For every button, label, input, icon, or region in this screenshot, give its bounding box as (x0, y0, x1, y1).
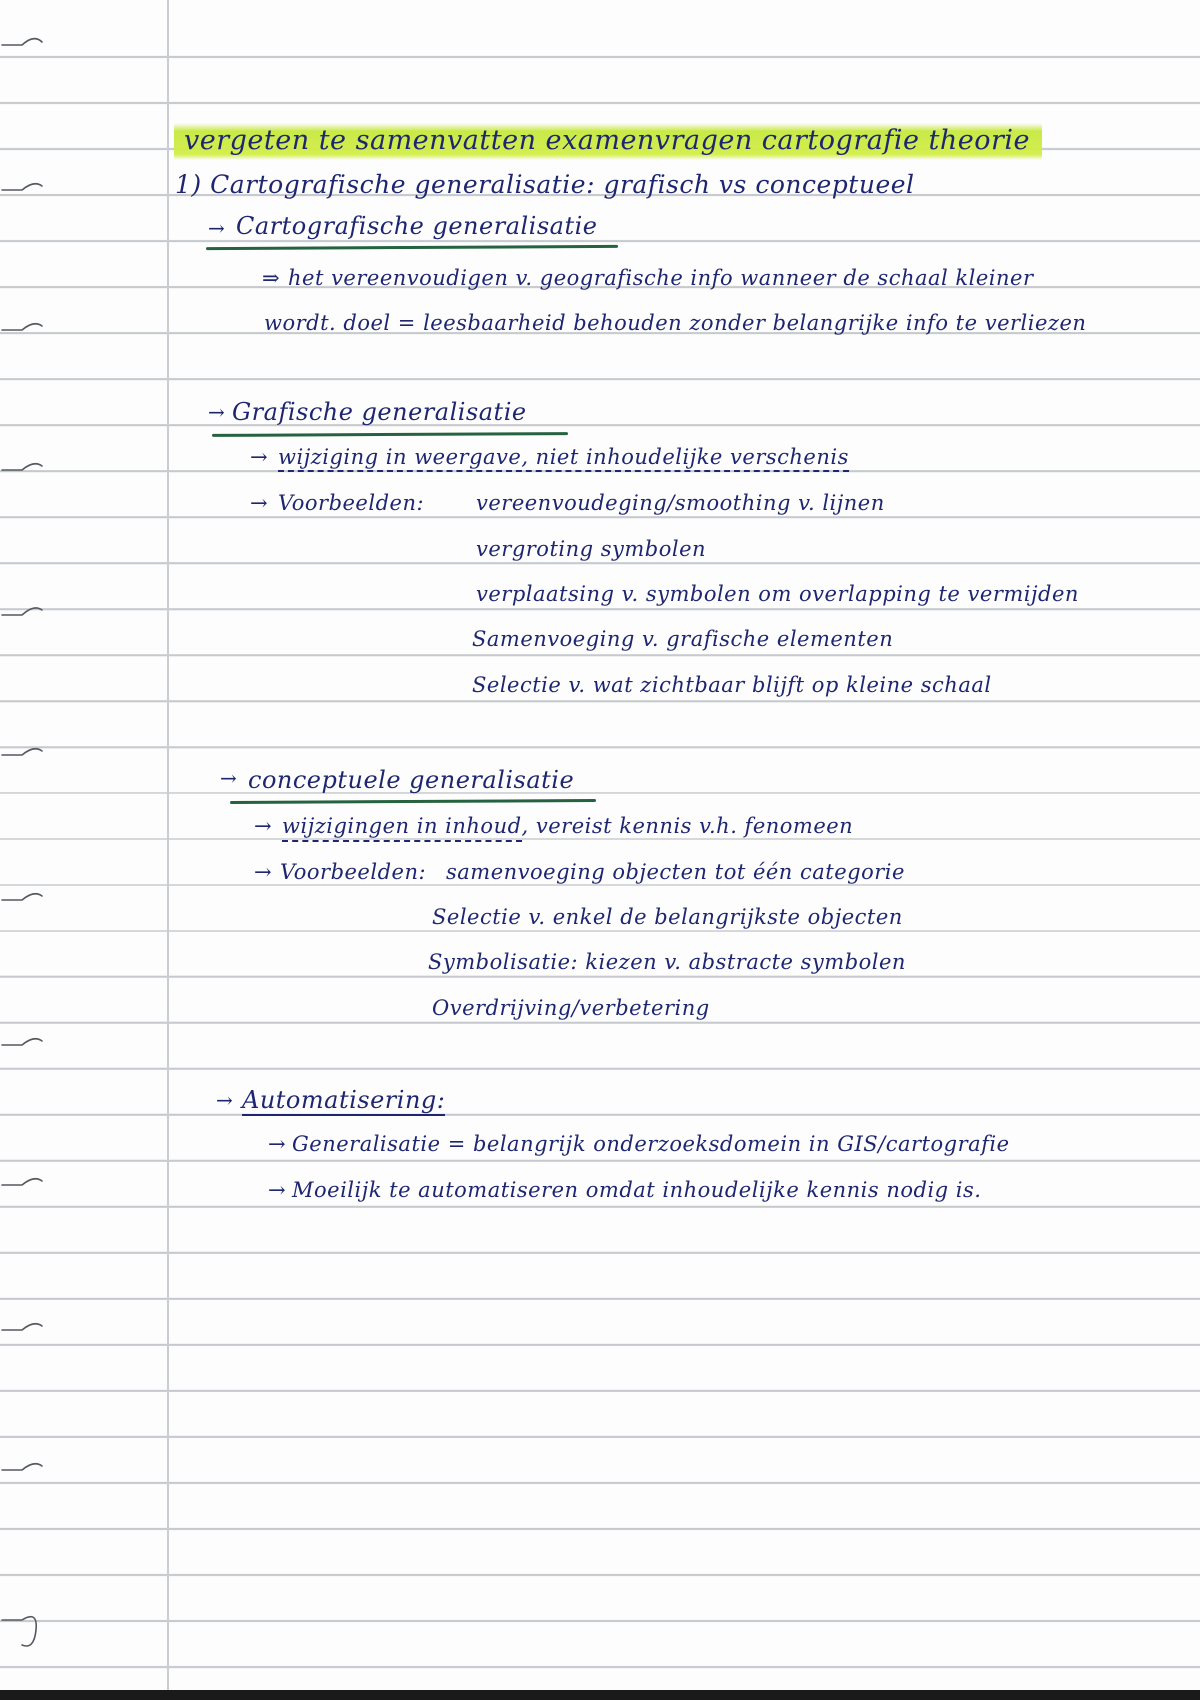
binder-holes (0, 0, 60, 1700)
arrow-icon: → (268, 1178, 287, 1202)
example-item: Selectie v. wat zichtbaar blijft op kleine schaal (472, 673, 992, 697)
section-heading-conceptuele: conceptuele generalisatie (248, 766, 575, 794)
definition-underlined: wijzigingen in inhoud (282, 814, 522, 842)
example-item: Symbolisatie: kiezen v. abstracte symbolen (428, 950, 906, 974)
automatisering-line-2: Moeilijk te automatiseren omdat inhoudelijke kennis nodig is. (292, 1178, 982, 1202)
examples-label: Voorbeelden: (280, 860, 427, 884)
arrow-icon: → (250, 491, 269, 515)
example-item: Samenvoeging v. grafische elementen (472, 627, 894, 651)
example-item: vergroting symbolen (476, 537, 707, 561)
section-arrow-icon: → (216, 1088, 234, 1112)
conceptuele-definition (282, 816, 853, 837)
page-bottom-edge (0, 1690, 1200, 1700)
definition-line-2: wordt. doel = leesbaarheid behouden zonder belangrijke info te verliezen (264, 311, 1087, 335)
definition-rest: , vereist kennis v.h. fenomeen (521, 814, 854, 838)
grafische-definition: wijziging in weergave, niet inhoudelijke verschenis (278, 447, 849, 472)
arrow-icon: → (268, 1132, 287, 1156)
arrow-icon: → (254, 860, 273, 884)
example-item: verplaatsing v. symbolen om overlapping te vermijden (476, 582, 1079, 606)
arrow-icon: → (254, 814, 273, 838)
page-title: vergeten te samenvatten examenvragen cartografie theorie (174, 123, 1042, 160)
automatisering-line-1: Generalisatie = belangrijk onderzoeksdomein in GIS/cartografie (292, 1132, 1010, 1156)
section-heading-automatisering: Automatisering: (242, 1086, 446, 1114)
section-arrow-icon: → (208, 400, 226, 424)
examples-label: Voorbeelden: (278, 491, 425, 515)
section-arrow-icon: → (220, 766, 238, 790)
heading-underline (230, 799, 596, 804)
heading-underline (212, 432, 568, 437)
double-arrow-icon: ⇒ (262, 266, 281, 290)
question-heading: 1) Cartografische generalisatie: grafisch vs conceptueel (175, 170, 915, 199)
definition-line-1: het vereenvoudigen v. geografische info wanneer de schaal kleiner (288, 266, 1034, 290)
example-item: samenvoeging objecten tot één categorie (446, 860, 905, 884)
heading-underline (206, 245, 618, 250)
arrow-icon: → (250, 445, 269, 469)
section-heading-grafische: Grafische generalisatie (232, 398, 527, 426)
margin-line (167, 0, 169, 1700)
section-arrow-icon: → (208, 216, 226, 240)
example-item: Selectie v. enkel de belangrijkste objecten (432, 905, 903, 929)
example-item: vereenvoudeging/smoothing v. lijnen (476, 491, 885, 515)
section-heading-cartografische: Cartografische generalisatie (236, 212, 598, 240)
example-item: Overdrijving/verbetering (432, 996, 710, 1020)
